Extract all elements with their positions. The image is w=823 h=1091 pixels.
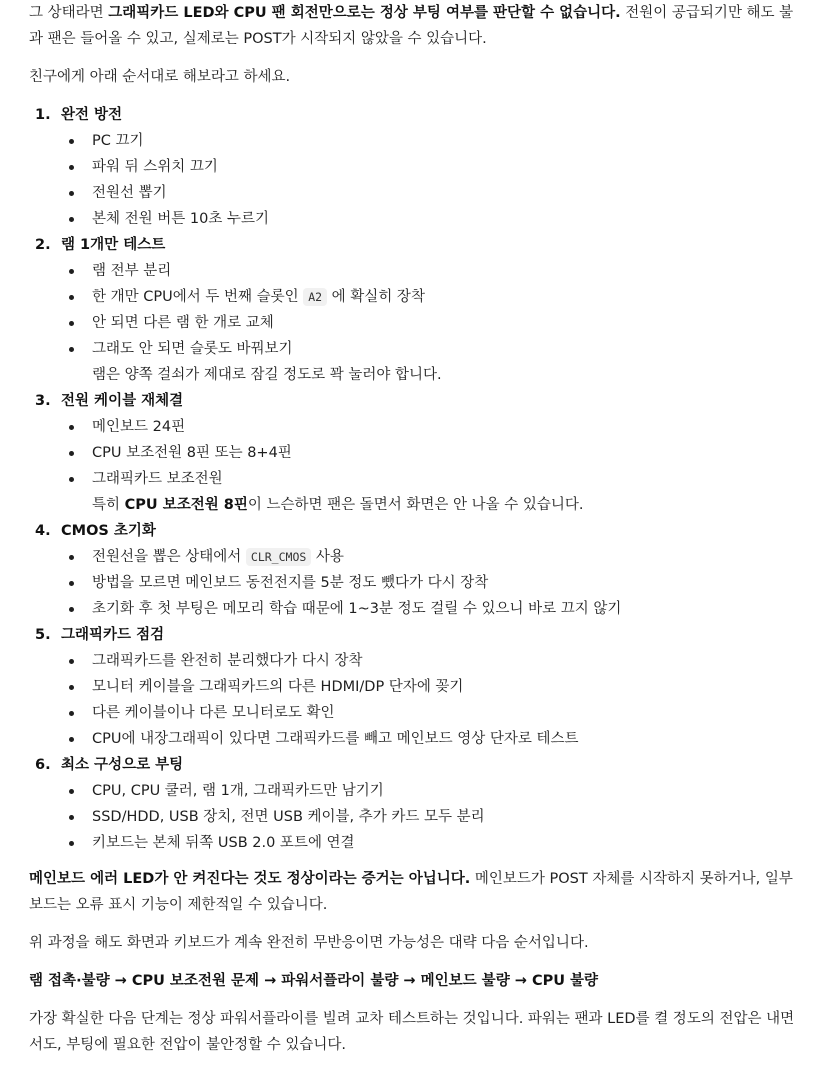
step-4 — [29, 518, 805, 622]
step-number: 1. — [35, 107, 51, 123]
note-bold: CPU 보조전원 8핀 — [124, 497, 248, 513]
list-item: 방법을 모르면 메인보드 동전전지를 5분 정도 뺐다가 다시 장착 — [69, 570, 805, 596]
step-note — [29, 492, 805, 518]
list-item — [69, 284, 805, 310]
list-item: 파워 뒤 스위치 끄기 — [69, 154, 805, 180]
step-number: 2. — [35, 237, 51, 253]
step-title-text: 전원 케이블 재체결 — [61, 393, 184, 409]
step-title-text: 최소 구성으로 부팅 — [61, 757, 184, 773]
inline-code-clr-cmos: CLR_CMOS — [246, 548, 311, 566]
intro-pre: 그 상태라면 — [29, 5, 109, 21]
list-item: 램 전부 분리 — [69, 258, 805, 284]
step-title — [29, 388, 805, 414]
step-title — [29, 518, 805, 544]
step-5 — [29, 622, 805, 752]
inline-code-a2: A2 — [303, 288, 327, 306]
final-paragraph: 가장 확실한 다음 단계는 정상 파워서플라이를 빌려 교차 테스트하는 것입니다. 파워는 팬과 LED를 켤 정도의 전압은 내면서도, 부팅에 필요한 전압이 불안정할 수 있습니다. — [29, 1011, 795, 1053]
list-item: CPU에 내장그래픽이 있다면 그래픽카드를 빼고 메인보드 영상 단자로 테스트 — [69, 726, 805, 752]
list-item: CPU 보조전원 8핀 또는 8+4핀 — [69, 440, 805, 466]
intro-paragraph — [29, 0, 805, 52]
order-paragraph: 위 과정을 해도 화면과 키보드가 계속 완전히 무반응이면 가능성은 대략 다음 순서입니다. — [29, 935, 589, 951]
note-pre: 특히 — [92, 497, 125, 513]
step-title-text: 그래픽카드 점검 — [61, 627, 165, 643]
step-bullets — [29, 544, 805, 622]
step-bullets — [29, 648, 805, 752]
led-bold: 메인보드 에러 LED가 안 켜진다는 것도 정상이라는 증거는 아닙니다. — [29, 871, 471, 887]
list-item: 안 되면 다른 램 한 개로 교체 — [69, 310, 805, 336]
step-bullets — [29, 128, 805, 232]
list-item-text: 한 개만 CPU에서 두 번째 슬롯인 — [92, 289, 304, 305]
list-item: 그래픽카드를 완전히 분리했다가 다시 장착 — [69, 648, 805, 674]
step-bullets — [29, 414, 805, 492]
list-item: 키보드는 본체 뒤쪽 USB 2.0 포트에 연결 — [69, 830, 805, 856]
step-title — [29, 232, 805, 258]
step-note: 램은 양쪽 걸쇠가 제대로 잠길 정도로 꽉 눌러야 합니다. — [92, 367, 442, 383]
steps-list — [29, 102, 805, 856]
list-item — [69, 544, 805, 570]
step-title-text: 완전 방전 — [61, 107, 123, 123]
step-2 — [29, 232, 805, 388]
step-title-text: CMOS 초기화 — [61, 523, 156, 539]
list-item: 그래도 안 되면 슬롯도 바꿔보기 — [69, 336, 805, 362]
step-number: 4. — [35, 523, 51, 539]
list-item: 메인보드 24핀 — [69, 414, 805, 440]
step-title — [29, 102, 805, 128]
intro-post: 전원이 공급되기만 해도 불과 팬은 들어올 수 있고, 실제로는 POST가 시작되지 않았을 수 있습니다. — [29, 5, 794, 47]
cause-chain-text: 램 접촉·불량 → CPU 보조전원 문제 → 파워서플라이 불량 → 메인보드 불량 → CPU 불량 — [29, 973, 599, 989]
cause-chain — [29, 968, 805, 994]
list-item: 그래픽카드 보조전원 — [69, 466, 805, 492]
step-bullets — [29, 258, 805, 362]
list-item-text: 전원선을 뽑은 상태에서 — [92, 549, 246, 565]
step-1 — [29, 102, 805, 232]
step-title-text: 램 1개만 테스트 — [61, 237, 166, 253]
step-title — [29, 622, 805, 648]
step-number: 6. — [35, 757, 51, 773]
list-item: 본체 전원 버튼 10초 누르기 — [69, 206, 805, 232]
list-item: SSD/HDD, USB 장치, 전면 USB 케이블, 추가 카드 모두 분리 — [69, 804, 805, 830]
list-item: PC 끄기 — [69, 128, 805, 154]
lead-paragraph: 친구에게 아래 순서대로 해보라고 하세요. — [29, 69, 291, 85]
list-item: 다른 케이블이나 다른 모니터로도 확인 — [69, 700, 805, 726]
step-bullets — [29, 778, 805, 856]
note-post: 이 느슨하면 팬은 돌면서 화면은 안 나올 수 있습니다. — [247, 497, 584, 513]
list-item: 초기화 후 첫 부팅은 메모리 학습 때문에 1~3분 정도 걸릴 수 있으니 바로 끄지 않기 — [69, 596, 805, 622]
list-item: 모니터 케이블을 그래픽카드의 다른 HDMI/DP 단자에 꽂기 — [69, 674, 805, 700]
step-3 — [29, 388, 805, 518]
led-post: 메인보드가 POST 자체를 시작하지 못하거나, 일부 보드는 오류 표시 기능이 제한적일 수 있습니다. — [29, 871, 793, 913]
intro-bold: 그래픽카드 LED와 CPU 팬 회전만으로는 정상 부팅 여부를 판단할 수 없습니다. — [108, 5, 621, 21]
list-item: CPU, CPU 쿨러, 램 1개, 그래픽카드만 남기기 — [69, 778, 805, 804]
step-6 — [29, 752, 805, 856]
led-paragraph — [29, 866, 805, 918]
list-item: 전원선 뽑기 — [69, 180, 805, 206]
list-item-text: 에 확실히 장착 — [327, 289, 425, 305]
step-number: 5. — [35, 627, 51, 643]
list-item-text: 사용 — [311, 549, 344, 565]
step-title — [29, 752, 805, 778]
step-number: 3. — [35, 393, 51, 409]
